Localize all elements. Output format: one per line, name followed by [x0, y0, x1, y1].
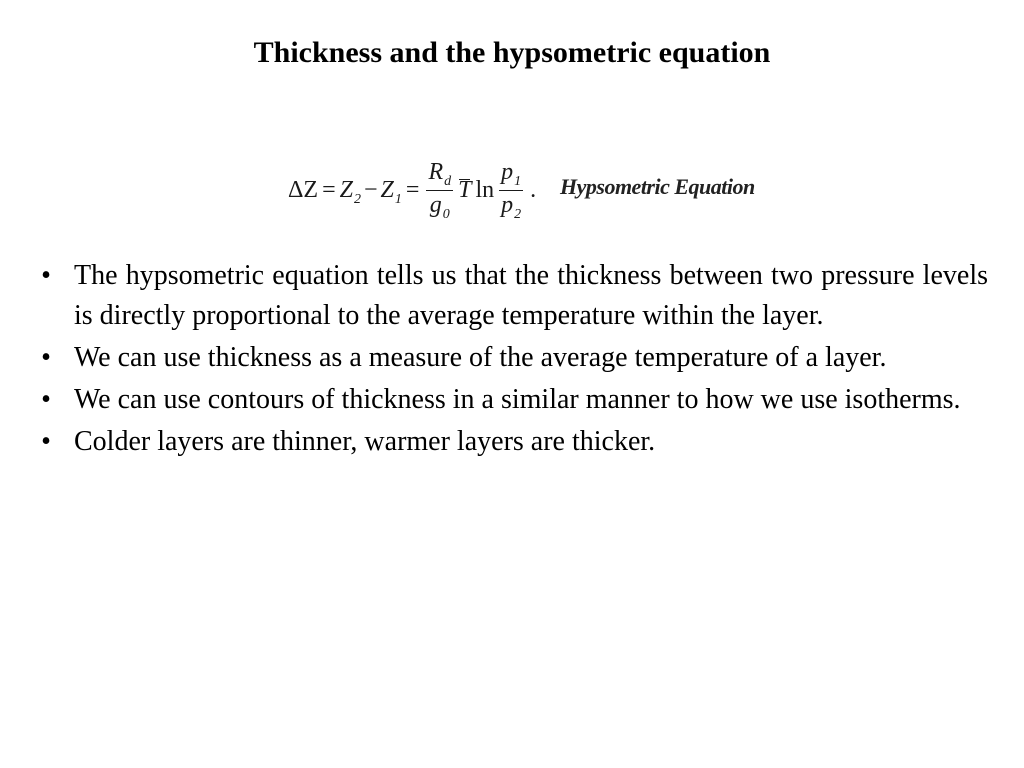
- eq-g0-symbol: g: [429, 191, 442, 218]
- eq-z2-subscript: 2: [354, 191, 361, 207]
- eq-p2-subscript: 2: [514, 206, 522, 222]
- bullet-text: The hypsometric equation tells us that the thickness between two pressure levels is directly proportional to the average temperature within the layer.: [74, 260, 988, 331]
- bullet-item: [36, 380, 988, 420]
- eq-equals-2: =: [405, 176, 420, 203]
- bullet-item: [36, 338, 988, 378]
- bullet-icon: •: [41, 384, 51, 415]
- eq-p2-symbol: p: [501, 191, 514, 218]
- eq-p1-symbol: p: [501, 158, 514, 185]
- bullet-icon: •: [41, 260, 51, 291]
- equation-formula: [288, 158, 537, 222]
- bullet-icon: •: [41, 426, 51, 457]
- eq-g0: [428, 191, 452, 223]
- eq-minus: −: [364, 176, 378, 203]
- bullet-list: [36, 256, 988, 464]
- eq-z2-symbol: Z: [339, 176, 353, 203]
- eq-rd: [426, 158, 453, 190]
- bullet-text: Colder layers are thinner, warmer layers are thicker.: [74, 426, 656, 457]
- eq-fraction-p1-p2: [499, 158, 523, 223]
- eq-delta-z: ΔZ: [288, 176, 319, 203]
- eq-p1-subscript: 1: [514, 173, 522, 189]
- equation-label: Hypsometric Equation: [560, 174, 755, 199]
- eq-period: .: [530, 176, 537, 203]
- eq-z2: [339, 176, 361, 207]
- eq-p1: [499, 158, 523, 190]
- eq-rd-symbol: R: [428, 158, 444, 185]
- eq-z1-symbol: Z: [380, 176, 394, 203]
- eq-z1: [380, 176, 402, 207]
- eq-g0-subscript: 0: [442, 206, 450, 222]
- eq-ln: ln: [475, 176, 495, 203]
- hypsometric-equation: [288, 140, 758, 240]
- eq-p2: [499, 191, 523, 223]
- bullet-text: We can use thickness as a measure of the average temperature of a layer.: [74, 342, 887, 373]
- eq-t-bar: T: [458, 176, 472, 203]
- bullet-item: [36, 256, 988, 336]
- eq-rd-subscript: d: [444, 173, 452, 189]
- bullet-text: We can use contours of thickness in a similar manner to how we use isotherms.: [74, 384, 961, 415]
- eq-fraction-rd-g0: [426, 158, 453, 223]
- slide-title: Thickness and the hypsometric equation: [253, 36, 771, 69]
- eq-equals-1: =: [322, 176, 336, 203]
- bullet-item: [36, 422, 988, 462]
- bullet-icon: •: [41, 342, 51, 373]
- eq-z1-subscript: 1: [394, 191, 402, 207]
